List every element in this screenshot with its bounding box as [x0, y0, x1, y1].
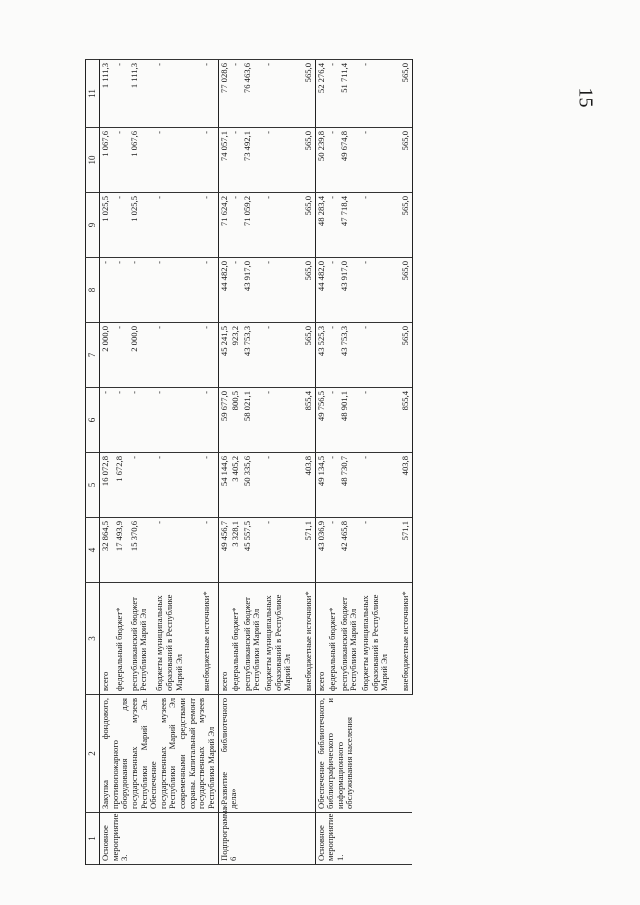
amount-cell: -: [114, 128, 128, 193]
amount-cell: 15 370,6: [129, 518, 155, 583]
amount-cell: 403,8: [391, 453, 412, 518]
amount-cell: 565,0: [391, 128, 412, 193]
amount-cell: -: [327, 453, 339, 518]
budget-table: [85, 59, 413, 865]
amount-cell: -: [327, 193, 339, 258]
amount-cell: -: [129, 258, 155, 323]
amount-cell: 43 753,3: [242, 323, 263, 388]
amount-cell: 42 465,8: [339, 518, 360, 583]
header-cell: 10: [86, 128, 100, 193]
amount-cell: -: [230, 193, 242, 258]
amount-cell: -: [360, 258, 391, 323]
amount-cell: 1 067,6: [129, 128, 155, 193]
amount-cell: -: [263, 128, 294, 193]
amount-cell: -: [263, 193, 294, 258]
amount-cell: 49 674,8: [339, 128, 360, 193]
amount-cell: -: [327, 323, 339, 388]
amount-cell: -: [192, 60, 218, 128]
header-cell: 3: [86, 583, 100, 695]
header-cell: 4: [86, 518, 100, 583]
amount-cell: -: [154, 323, 192, 388]
amount-cell: 52 276,4: [315, 60, 327, 128]
amount-cell: 1 067,6: [100, 128, 115, 193]
amount-cell: -: [154, 60, 192, 128]
funding-source-cell: внебюджетные источники*: [294, 583, 315, 695]
amount-cell: 54 144,6: [218, 453, 230, 518]
amount-cell: 74 057,1: [218, 128, 230, 193]
header-cell: 5: [86, 453, 100, 518]
amount-cell: -: [230, 128, 242, 193]
funding-source-cell: бюджеты муниципальных образований в Республике Марий Эл: [154, 583, 192, 695]
funding-source-cell: республиканский бюджет Республики Марий Эл: [339, 583, 360, 695]
funding-source-cell: бюджеты муниципальных образований в Республике Марий Эл: [263, 583, 294, 695]
amount-cell: -: [360, 453, 391, 518]
amount-cell: 3 328,1: [230, 518, 242, 583]
amount-cell: 59 677,0: [218, 388, 230, 453]
amount-cell: -: [360, 518, 391, 583]
program-description-cell: Закупка фондового, противопожарного оборудования для государственных музеев Республики Марий Эл. Обеспечение государственных музеев Республики Марий Эл современными средствами охраны. Капитальный ремонт государственных музеев Республики Марий Эл: [100, 695, 219, 813]
amount-cell: 800,5: [230, 388, 242, 453]
amount-cell: 43 917,0: [242, 258, 263, 323]
amount-cell: 49 456,7: [218, 518, 230, 583]
funding-source-cell: всего: [218, 583, 230, 695]
amount-cell: -: [263, 60, 294, 128]
amount-cell: 1 025,5: [129, 193, 155, 258]
amount-cell: -: [154, 193, 192, 258]
page-number: 15: [574, 87, 597, 108]
funding-source-cell: внебюджетные источники*: [192, 583, 218, 695]
amount-cell: 565,0: [294, 258, 315, 323]
amount-cell: -: [114, 193, 128, 258]
amount-cell: -: [327, 388, 339, 453]
amount-cell: 50 239,8: [315, 128, 327, 193]
amount-cell: 565,0: [391, 60, 412, 128]
amount-cell: -: [192, 518, 218, 583]
header-cell: 7: [86, 323, 100, 388]
funding-source-cell: всего: [100, 583, 115, 695]
amount-cell: 2 000,0: [100, 323, 115, 388]
amount-cell: 44 482,0: [315, 258, 327, 323]
amount-cell: -: [192, 323, 218, 388]
amount-cell: -: [192, 388, 218, 453]
amount-cell: 565,0: [294, 60, 315, 128]
amount-cell: -: [230, 258, 242, 323]
amount-cell: 45 241,5: [218, 323, 230, 388]
amount-cell: 48 283,4: [315, 193, 327, 258]
header-cell: 1: [86, 813, 100, 865]
amount-cell: -: [154, 453, 192, 518]
funding-source-cell: всего: [315, 583, 327, 695]
amount-cell: -: [360, 323, 391, 388]
amount-cell: 571,1: [391, 518, 412, 583]
amount-cell: -: [360, 60, 391, 128]
amount-cell: 73 492,1: [242, 128, 263, 193]
header-cell: 2: [86, 695, 100, 813]
amount-cell: 71 059,2: [242, 193, 263, 258]
amount-cell: 923,2: [230, 323, 242, 388]
amount-cell: 43 525,3: [315, 323, 327, 388]
amount-cell: 45 557,5: [242, 518, 263, 583]
amount-cell: -: [154, 258, 192, 323]
amount-cell: 49 134,5: [315, 453, 327, 518]
funding-source-cell: бюджеты муниципальных образований в Республике Марий Эл: [360, 583, 391, 695]
amount-cell: -: [327, 128, 339, 193]
amount-cell: 43 036,9: [315, 518, 327, 583]
amount-cell: -: [154, 128, 192, 193]
amount-cell: 565,0: [294, 128, 315, 193]
amount-cell: 43 917,0: [339, 258, 360, 323]
amount-cell: 48 730,7: [339, 453, 360, 518]
amount-cell: -: [192, 453, 218, 518]
amount-cell: -: [129, 453, 155, 518]
amount-cell: -: [154, 388, 192, 453]
amount-cell: -: [263, 388, 294, 453]
program-name-cell: Основное мероприятие 1.: [315, 813, 412, 865]
amount-cell: 1 672,8: [114, 453, 128, 518]
amount-cell: -: [263, 518, 294, 583]
amount-cell: -: [360, 128, 391, 193]
amount-cell: -: [360, 193, 391, 258]
program-name-cell: Подпрограмма 6: [218, 813, 315, 865]
amount-cell: 403,8: [294, 453, 315, 518]
amount-cell: 565,0: [294, 193, 315, 258]
amount-cell: 77 028,6: [218, 60, 230, 128]
funding-source-cell: республиканский бюджет Республики Марий Эл: [242, 583, 263, 695]
amount-cell: -: [263, 258, 294, 323]
amount-cell: 565,0: [294, 323, 315, 388]
funding-source-cell: республиканский бюджет Республики Марий Эл: [129, 583, 155, 695]
funding-source-cell: федеральный бюджет*: [114, 583, 128, 695]
table-row: [100, 60, 115, 865]
amount-cell: -: [263, 453, 294, 518]
amount-cell: 1 111,3: [129, 60, 155, 128]
amount-cell: 565,0: [391, 323, 412, 388]
amount-cell: -: [114, 323, 128, 388]
amount-cell: -: [360, 388, 391, 453]
amount-cell: 71 624,2: [218, 193, 230, 258]
amount-cell: 1 111,3: [100, 60, 115, 128]
amount-cell: -: [327, 518, 339, 583]
table-row: [315, 60, 327, 865]
amount-cell: 58 021,1: [242, 388, 263, 453]
amount-cell: -: [100, 388, 115, 453]
amount-cell: 48 901,1: [339, 388, 360, 453]
amount-cell: -: [263, 323, 294, 388]
amount-cell: -: [100, 258, 115, 323]
rotated-table-container: [85, 60, 640, 865]
amount-cell: -: [192, 193, 218, 258]
amount-cell: 43 753,3: [339, 323, 360, 388]
table-body: [100, 60, 413, 865]
header-row: [86, 60, 100, 865]
amount-cell: 1 025,5: [100, 193, 115, 258]
amount-cell: 3 405,2: [230, 453, 242, 518]
funding-source-cell: федеральный бюджет*: [327, 583, 339, 695]
amount-cell: 47 718,4: [339, 193, 360, 258]
table-row: [218, 60, 230, 865]
amount-cell: -: [327, 258, 339, 323]
amount-cell: -: [114, 60, 128, 128]
header-cell: 8: [86, 258, 100, 323]
amount-cell: 855,4: [294, 388, 315, 453]
header-cell: 11: [86, 60, 100, 128]
program-description-cell: «Развитие библиотечного дела»: [218, 695, 315, 813]
amount-cell: 32 864,5: [100, 518, 115, 583]
amount-cell: 855,4: [391, 388, 412, 453]
header-cell: 9: [86, 193, 100, 258]
header-cell: 6: [86, 388, 100, 453]
amount-cell: -: [192, 128, 218, 193]
funding-source-cell: внебюджетные источники*: [391, 583, 412, 695]
funding-source-cell: федеральный бюджет*: [230, 583, 242, 695]
amount-cell: -: [154, 518, 192, 583]
amount-cell: -: [327, 60, 339, 128]
amount-cell: 50 335,6: [242, 453, 263, 518]
amount-cell: 565,0: [391, 258, 412, 323]
amount-cell: 76 463,6: [242, 60, 263, 128]
amount-cell: -: [230, 60, 242, 128]
amount-cell: 44 482,0: [218, 258, 230, 323]
amount-cell: -: [192, 258, 218, 323]
amount-cell: 565,0: [391, 193, 412, 258]
program-name-cell: Основное мероприятие 3.: [100, 813, 219, 865]
amount-cell: 16 072,8: [100, 453, 115, 518]
program-description-cell: Обеспечение библиотечного, библиографического и информационного обслуживания населения: [315, 695, 412, 813]
amount-cell: 51 711,4: [339, 60, 360, 128]
amount-cell: -: [129, 388, 155, 453]
amount-cell: 49 756,5: [315, 388, 327, 453]
amount-cell: 571,1: [294, 518, 315, 583]
amount-cell: 17 493,9: [114, 518, 128, 583]
amount-cell: -: [114, 258, 128, 323]
amount-cell: -: [114, 388, 128, 453]
amount-cell: 2 000,0: [129, 323, 155, 388]
